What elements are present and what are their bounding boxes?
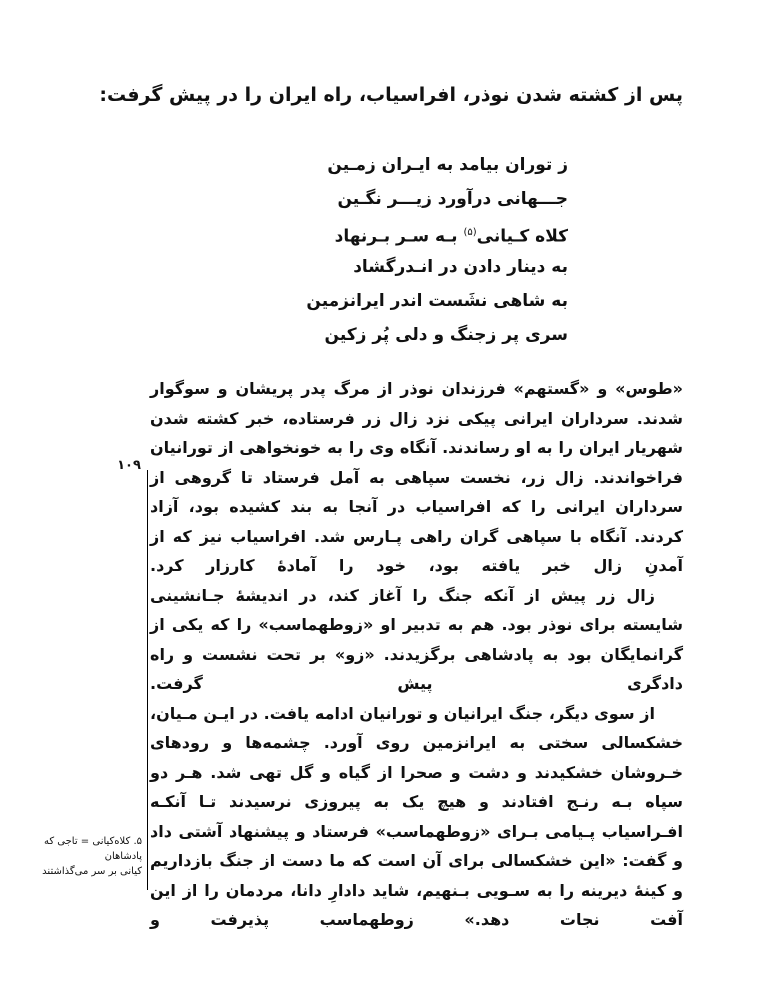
page-number: ۱۰۹ (117, 458, 141, 473)
poem-line-4: به دینار دادن در انـدرگشاد (353, 257, 568, 277)
footnote-line-1: ۵. کلاه‌کیانی = تاجی که (43, 836, 142, 847)
poem-line-1: ز توران بیامد به ایـران زمـین (327, 155, 568, 175)
paragraph-3: از سوی دیگر، جنگ ایرانیان و تورانیان ادامه یافت. در ایـن مـیان، خشکسالی سختی به ایرانزمین روی آورد. چشمه‌ها و رودهای خـروشان خشکیدند و دشت و صحرا از گیاه و گل تهی شد. هـر دو سپاه بـه رنـج افتادند و هیچ یک به پیروزی نرسیدند تـا آنکـه افـراسیاب پـیامی بـرای «زوطهماسب» فرستاد و پیشنهاد آشتی داد و گفت: «این خشکسالی برای آن است که ما دست از جنگ بازداریم و کینهٔ دیرینه را به سـویی بـنهیم، شاید دادارِ دانا، مردمان را از این آفت نجات دهد.» زوطهماسب پذیرفت و (150, 703, 683, 929)
footnote-marker: (۵) (463, 227, 477, 238)
poem-line-5: به شاهی نشَست اندر ایرانزمین (306, 291, 568, 311)
footnote-line-2: پادشاهان (104, 851, 142, 862)
footnote-line-3: کیانی بر سر می‌گذاشتند (42, 866, 142, 877)
poem-line-6: سری پر زجنگ و دلی پُر زکین (324, 325, 568, 345)
poem-line-3-start: کلاه کـیانی (476, 226, 568, 247)
footnote (8, 834, 142, 879)
poem-line-2: جـــهانی درآورد زیـــر نگـین (337, 189, 568, 209)
poem-line-3-end: بـه سـر بـرنهاد (334, 226, 464, 247)
body-text (150, 374, 683, 935)
intro-line: پس از کشته شدن نوذر، افراسیاب، راه ایران را در پیش گرفت: (99, 84, 683, 106)
margin-rule (147, 470, 148, 890)
poem-line-3 (334, 216, 568, 250)
paragraph-1: «طوس» و «گستهم» فرزندان نوذر از مرگ پدر پریشان و سوگوار شدند. سرداران ایرانی پیکی نزد زال زر فرستاده، خبر کشته شدن شهریار ایران را به او رساندند. آنگاه وی را به خونخواهی از تورانیان فراخواندند. زال زر، نخست سپاهی به آمل فرستاد تا گروهی از سرداران ایرانی را که افراسیاب در آنجا به بند کشیده بود، آزاد کردند. آنگاه با سپاهی گران راهی پـارس شد. افراسیاب نیز که از آمدنِ زال خبر یافته بود، خود را آمادهٔ کارزار کرد. (150, 379, 683, 575)
poem (306, 148, 568, 352)
paragraph-2: زال زر پیش از آنکه جنگ را آغاز کند، در اندیشهٔ جـانشینی شایسته برای نوذر بود. هم به تدبیر او «زوطهماسب» را که یکی از گرانمایگان بود به پادشاهی برگزیدند. «زو» بر تحت نشست و راه دادگری پیش گرفت. (150, 585, 683, 693)
